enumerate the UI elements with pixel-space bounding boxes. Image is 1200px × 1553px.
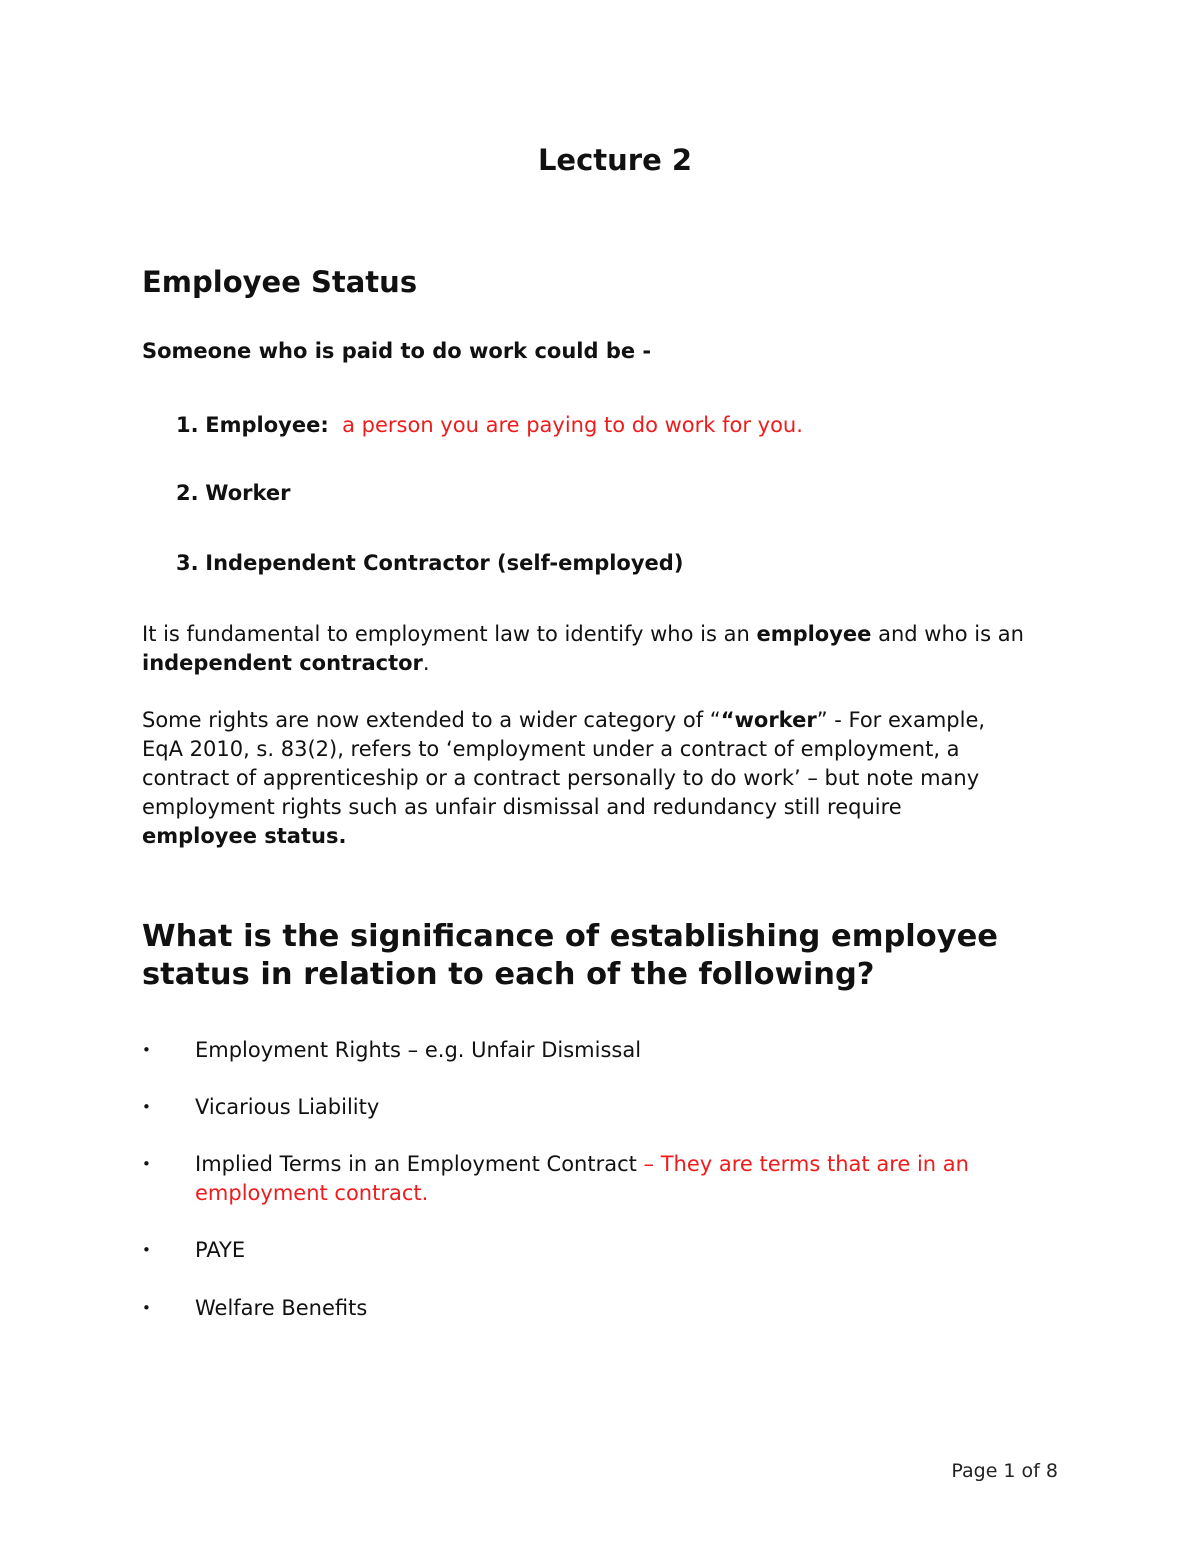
item-label: Independent Contractor (self-employed) — [205, 551, 684, 575]
paragraph-text: It is fundamental to employment law to identify who is an — [142, 622, 757, 646]
paragraph-worker-rights — [142, 706, 1012, 851]
page-number: Page 1 of 8 — [951, 1460, 1058, 1482]
item-number: 1. — [176, 413, 199, 437]
list-item-text: Implied Terms in an Employment Contract — [195, 1152, 644, 1176]
bullet-marker: • — [142, 1299, 151, 1317]
paragraph-fundamental — [142, 620, 1032, 678]
list-item-text: Employment Rights – e.g. Unfair Dismissal — [195, 1038, 642, 1062]
paragraph-text: ” - For example, EqA 2010, s. 83(2), refers to ‘employment under a contract of employment, a contract of apprenticeship or a contract personally to do work’ – but note many employment rights such as unfair dismissal and redundancy still require — [142, 708, 986, 819]
list-item-text: Welfare Benefits — [195, 1296, 368, 1320]
numbered-item-employee — [176, 410, 803, 440]
list-item-text: PAYE — [195, 1238, 246, 1262]
list-item — [142, 1093, 1072, 1122]
paragraph-text: Some rights are now extended to a wider category of “ — [142, 708, 721, 732]
numbered-item-worker — [176, 478, 290, 508]
item-label: Worker — [205, 481, 291, 505]
item-number: 2. — [176, 481, 199, 505]
document-title: Lecture 2 — [537, 143, 693, 177]
bullet-marker: • — [142, 1241, 151, 1259]
item-number: 3. — [176, 551, 199, 575]
list-item — [142, 1236, 1072, 1265]
intro-text: Someone who is paid to do work could be - — [142, 339, 652, 363]
paragraph-bold: independent contractor — [142, 651, 423, 675]
paragraph-bold: employee — [756, 622, 872, 646]
bullet-marker: • — [142, 1155, 151, 1173]
bullet-marker: • — [142, 1098, 151, 1116]
bullet-marker: • — [142, 1041, 151, 1059]
list-item-note: – They are terms that are in an employment contract. — [195, 1152, 969, 1205]
question-heading: What is the significance of establishing employee status in relation to each of the following? — [142, 919, 998, 992]
list-item — [142, 1036, 1072, 1065]
section-heading: Employee Status — [142, 265, 418, 299]
paragraph-bold: employee status. — [142, 824, 347, 848]
paragraph-text: and who is an — [871, 622, 1024, 646]
list-item-text: Vicarious Liability — [195, 1095, 380, 1119]
item-label: Employee: — [205, 413, 329, 437]
paragraph-bold: “worker — [720, 708, 817, 732]
list-item — [142, 1294, 1072, 1323]
paragraph-text: . — [422, 651, 430, 675]
numbered-item-contractor — [176, 548, 683, 578]
list-item — [142, 1150, 1072, 1208]
item-note: a person you are paying to do work for you. — [342, 413, 803, 437]
